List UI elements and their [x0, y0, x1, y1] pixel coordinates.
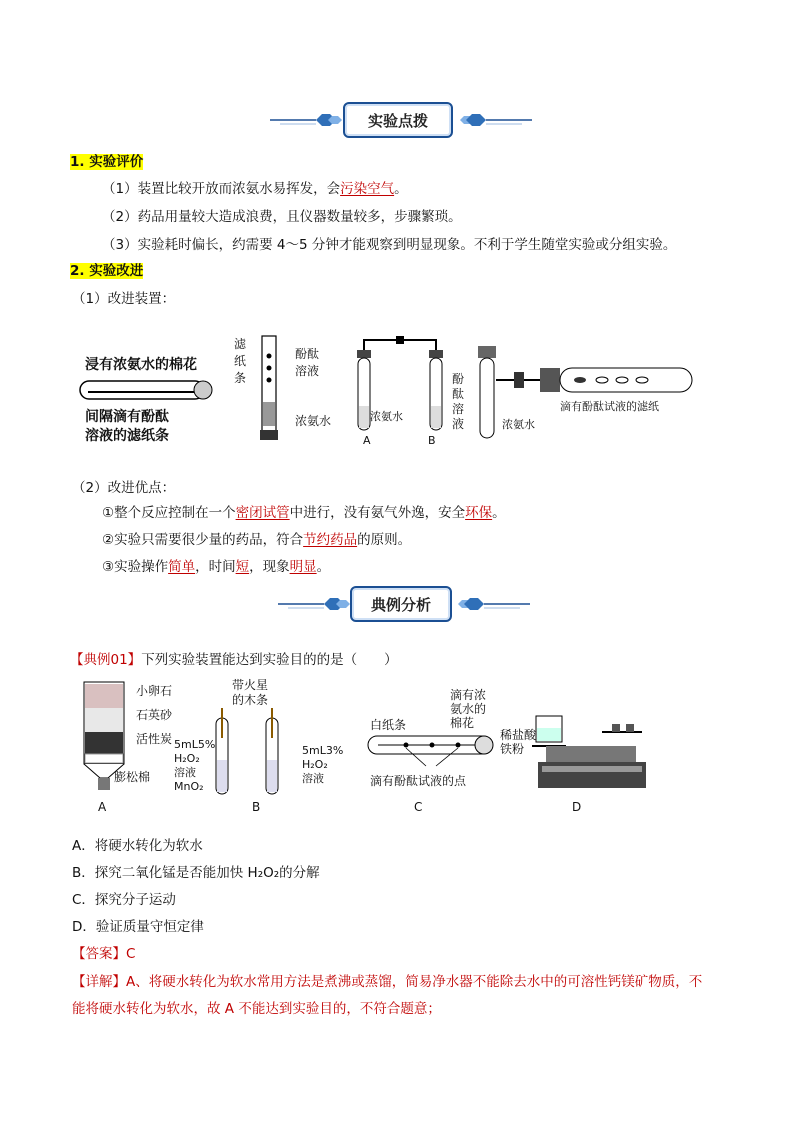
key-term: 短	[235, 559, 250, 575]
label-phenol-dots: 滴有酚酞试液的点	[370, 774, 467, 788]
banner-left-ornament	[278, 592, 358, 616]
text: 稀盐酸	[500, 728, 537, 742]
text: 。	[316, 559, 331, 575]
banner-right-ornament	[452, 108, 532, 132]
horizontal-ammonia-label: 浓氨水	[502, 418, 535, 431]
vertical-test-tube	[256, 332, 286, 444]
letter-d: D	[572, 800, 582, 814]
evaluation-item-3: （3）实验耗时偏长，约需要 4～5 分钟才能观察到明显现象。不利于学生随堂实验或分组实验。	[102, 237, 677, 253]
option-a: A．将硬水转化为软水	[72, 838, 203, 854]
key-term: 污染空气	[340, 181, 395, 197]
section-heading-evaluation	[70, 150, 143, 170]
text: 中进行，没有氨气外逸，安全	[289, 505, 466, 521]
text: 。	[492, 505, 506, 521]
text: 5mL5%	[174, 738, 216, 751]
text: ，现象	[249, 559, 290, 575]
key-term: 明显	[289, 559, 317, 575]
label-carbon: 活性炭	[136, 732, 173, 746]
text: H₂O₂	[174, 752, 200, 765]
horizontal-tube-c	[366, 732, 506, 772]
text: 酚酞	[295, 347, 320, 361]
detail-line-1	[72, 970, 702, 990]
tube-a-letter: A	[363, 434, 371, 447]
tube-b-letter: B	[428, 434, 436, 447]
advantages-label: （2）改进优点：	[72, 480, 176, 496]
banner-left-ornament	[270, 108, 350, 132]
text: H₂O₂	[302, 758, 328, 771]
banner-title: 实验点拨	[343, 102, 453, 138]
question-text: 下列实验装置能达到实验目的的是（ ）	[141, 652, 398, 668]
text: 滴有浓	[450, 688, 487, 702]
example-question	[70, 648, 398, 668]
char: 酚	[452, 372, 465, 386]
advantage-2	[102, 528, 411, 548]
label-b-right	[302, 744, 343, 786]
char: 纸	[234, 354, 247, 368]
label-b-left	[174, 738, 215, 794]
phenol-label	[295, 346, 319, 380]
text: ②实验只需要很少量的药品，符合	[102, 532, 304, 548]
option-b: B．探究二氧化锰是否能加快 H₂O₂的分解	[72, 865, 320, 881]
text: MnO₂	[174, 780, 204, 793]
text: 溶液	[174, 766, 196, 779]
section-banner-tips	[0, 100, 794, 140]
key-term: 密闭试管	[235, 505, 290, 521]
answer-value: C	[126, 946, 136, 962]
label-splint	[232, 678, 268, 708]
text: 铁粉	[500, 742, 525, 756]
evaluation-item-2: （2）药品用量较大造成浪费，且仪器数量较多，步骤繁琐。	[102, 209, 462, 225]
improved-apparatus-figure	[70, 322, 710, 452]
option-d: D．验证质量守恒定律	[72, 919, 204, 935]
phenol-vertical-label	[452, 372, 464, 432]
label-c-top	[450, 688, 486, 730]
key-term: 节约药品	[303, 532, 358, 548]
advantage-3	[102, 555, 330, 575]
text: 溶液	[302, 772, 324, 785]
letter-a: A	[98, 800, 107, 814]
advantage-1	[102, 501, 506, 521]
letter-c: C	[414, 800, 423, 814]
text: 的木条	[232, 693, 269, 707]
filter-strip-label	[234, 336, 246, 387]
option-c: C．探究分子运动	[72, 892, 176, 908]
banner-title: 典例分析	[350, 586, 452, 622]
detail-line-2: 能将硬水转化为软水，故 A 不能达到实验目的，不符合题意；	[72, 1001, 441, 1017]
tube-a-ammonia: 浓氨水	[370, 410, 403, 423]
test-tubes-b	[212, 708, 292, 800]
strip-label-line2: 溶液的滤纸条	[85, 428, 169, 444]
item-punct: 。	[394, 181, 408, 197]
cotton-label: 浸有浓氨水的棉花	[85, 357, 197, 373]
char: 酞	[452, 387, 465, 401]
ammonia-label: 浓氨水	[295, 414, 332, 428]
key-term: 环保	[465, 505, 493, 521]
section-heading-improvement	[70, 259, 143, 279]
evaluation-item-1	[102, 177, 408, 197]
banner-right-ornament	[450, 592, 530, 616]
section-banner-examples	[0, 584, 794, 624]
answer-line	[72, 942, 135, 962]
text: 氨水的	[450, 702, 487, 716]
strip-label-line1: 间隔滴有酚酞	[85, 409, 169, 425]
horizontal-paper-label: 滴有酚酞试液的滤纸	[560, 400, 659, 413]
label-white-strip: 白纸条	[370, 718, 407, 732]
item-text: （1）装置比较开放而浓氨水易挥发，会	[102, 181, 341, 197]
label-quartz: 石英砂	[136, 708, 173, 722]
horizontal-tube	[78, 378, 218, 404]
text: 5mL3%	[302, 744, 344, 757]
example-tag: 【典例01】	[70, 652, 142, 668]
detail-text: A、将硬水转化为软水常用方法是煮沸或蒸馏，简易净水器不能除去水中的可溶性钙镁矿物质，不	[126, 974, 703, 990]
device-label: （1）改进装置：	[72, 291, 176, 307]
text: 的原则。	[357, 532, 412, 548]
detail-tag: 【详解】	[72, 974, 126, 990]
text: 带火星	[232, 678, 269, 692]
example-apparatus-figure	[70, 678, 710, 818]
char: 液	[452, 417, 465, 431]
text: 棉花	[450, 716, 475, 730]
letter-b: B	[252, 800, 261, 814]
label-cotton: 膨松棉	[114, 770, 151, 784]
text: ①整个反应控制在一个	[102, 505, 236, 521]
label-pebbles: 小卵石	[136, 684, 173, 698]
label-d	[500, 728, 536, 756]
answer-tag: 【答案】	[72, 946, 126, 962]
text: ③实验操作	[102, 559, 169, 575]
text: ，时间	[195, 559, 236, 575]
balance-d	[532, 712, 652, 798]
char: 溶	[452, 402, 465, 416]
text: 溶液	[295, 364, 320, 378]
heading-highlight: 2. 实验改进	[70, 263, 144, 279]
char: 条	[234, 371, 247, 385]
char: 滤	[234, 337, 247, 351]
heading-highlight: 1. 实验评价	[70, 154, 144, 170]
key-term: 简单	[168, 559, 196, 575]
